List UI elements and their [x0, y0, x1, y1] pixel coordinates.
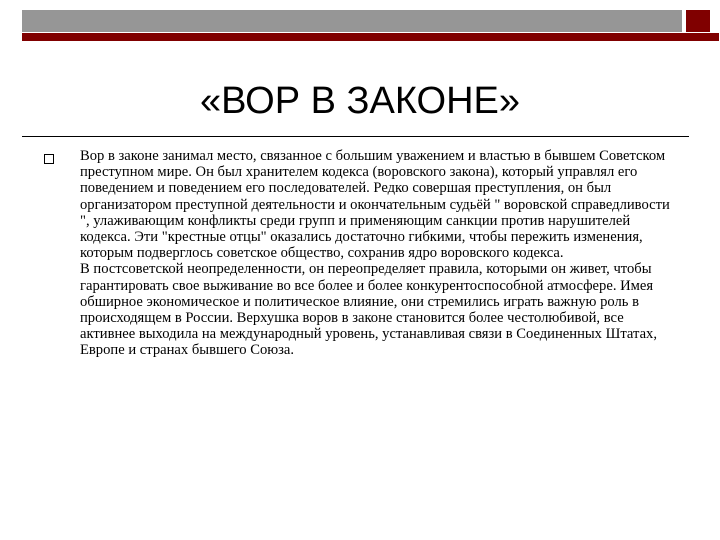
slide-body-text: Вор в законе занимал место, связанное с большим уважением и властью в бывшем Советском преступном мире. Он был хранителем кодекса (воровского закона), который управлял его поведением и поведением его последователей. Редко совершая преступления, он был организатором преступной деятельности и окончательным судьёй " воровской справедливости ", улаживающим конфликты среди групп и применяющим санкции против нарушителей кодекса. Эти "крестные отцы" оказались достаточно гибкими, чтобы пережить изменения, которым подверглось советское общество, сохранив ядро воровского кодекса. В постсоветской неопределенности, он переопределяет правила, которыми он живет, чтобы гарантировать свое выживание во все более и более конкурентоспособной атмосфере. Имея обширное экономическое и политическое влияние, они стремились играть важную роль в происходящем в России. Верхушка воров в законе становится более честолюбивой, все активнее выходила на международный уровень, устанавливая связи в Соединенных Штатах, Европе и странах бывшего Союза.: [80, 148, 670, 359]
title-divider: [22, 136, 689, 137]
header-gray-bar: [22, 10, 682, 32]
slide-title-text: «ВОР В ЗАКОНЕ»: [199, 80, 521, 122]
hollow-square-bullet-icon: [44, 154, 54, 164]
slide-title: [0, 80, 720, 123]
header-accent-bar: [22, 33, 719, 41]
header-corner-square: [686, 10, 710, 32]
